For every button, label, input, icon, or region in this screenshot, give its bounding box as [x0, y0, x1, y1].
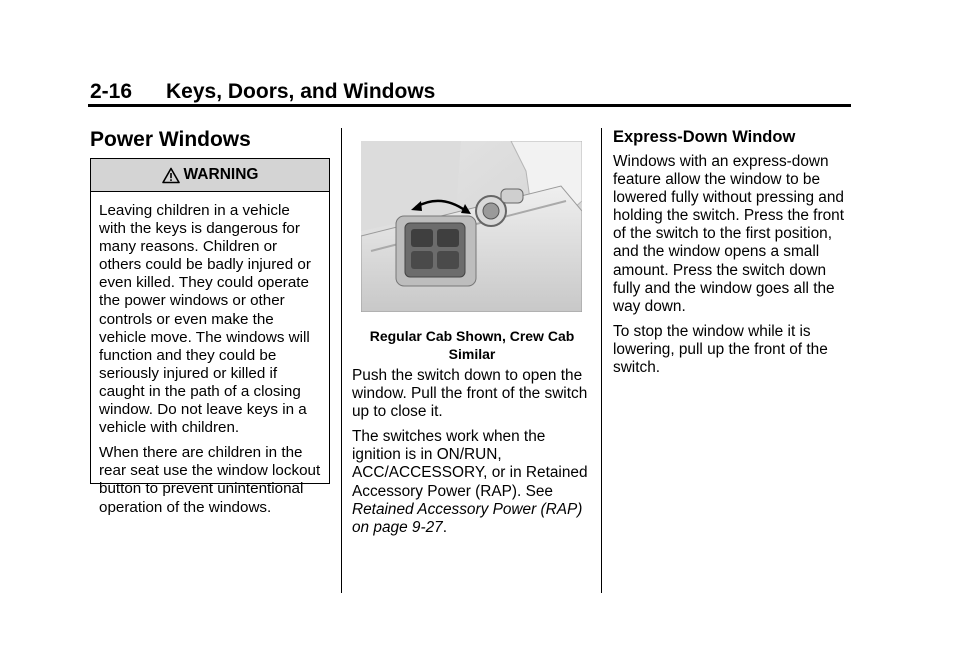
body-text: The switches work when the ignition is in ON/RUN, ACC/ACCESSORY, or in Retained Accessory Power (RAP). See	[352, 428, 588, 500]
warning-body	[91, 192, 329, 517]
column-divider-left	[341, 128, 342, 593]
body-paragraph: Windows with an express-down feature allow the window to be lowered fully without pressing and holding the switch. Press the front of the switch to the first position, and the window opens a small amount. Press the switch down fully and the window goes all the way down.	[613, 153, 844, 315]
header-rule	[88, 104, 851, 107]
warning-header	[91, 159, 329, 192]
warning-box	[90, 158, 330, 516]
window-switch-illustration	[361, 141, 582, 312]
warning-title: WARNING	[183, 166, 259, 183]
page-header	[88, 80, 850, 106]
section-title: Power Windows	[90, 128, 251, 151]
page-number: 2-16	[90, 80, 133, 103]
subsection-title: Express-Down Window	[613, 128, 796, 146]
window-switch-figure	[361, 141, 582, 312]
body-text: .	[442, 518, 447, 536]
column-divider-right	[601, 128, 602, 593]
warning-paragraph: When there are children in the rear seat use the window lockout button to prevent unintentional operation of the windows.	[99, 444, 321, 516]
body-paragraph: Push the switch down to open the window. Pull the front of the switch up to close it.	[352, 367, 588, 421]
figure-caption: Regular Cab Shown, Crew Cab Similar	[369, 328, 575, 362]
right-column-text	[613, 153, 853, 384]
warning-triangle-icon	[162, 167, 180, 184]
warning-paragraph: Leaving children in a vehicle with the keys is dangerous for many reasons. Children or others could be badly injured or even killed. They could operate the power windows or other controls or even make the vehicle move. The windows will function and they could be seriously injured or killed if caught in the path of a closing window. Do not leave keys in a vehicle with children.	[99, 202, 311, 437]
cross-reference-link[interactable]: Retained Accessory Power (RAP) on page 9-27	[352, 500, 583, 536]
chapter-title: Keys, Doors, and Windows	[166, 80, 436, 103]
body-paragraph: To stop the window while it is lowering, pull up the front of the switch.	[613, 322, 828, 377]
ignition-paragraph	[352, 428, 592, 537]
middle-column-text	[352, 367, 592, 544]
